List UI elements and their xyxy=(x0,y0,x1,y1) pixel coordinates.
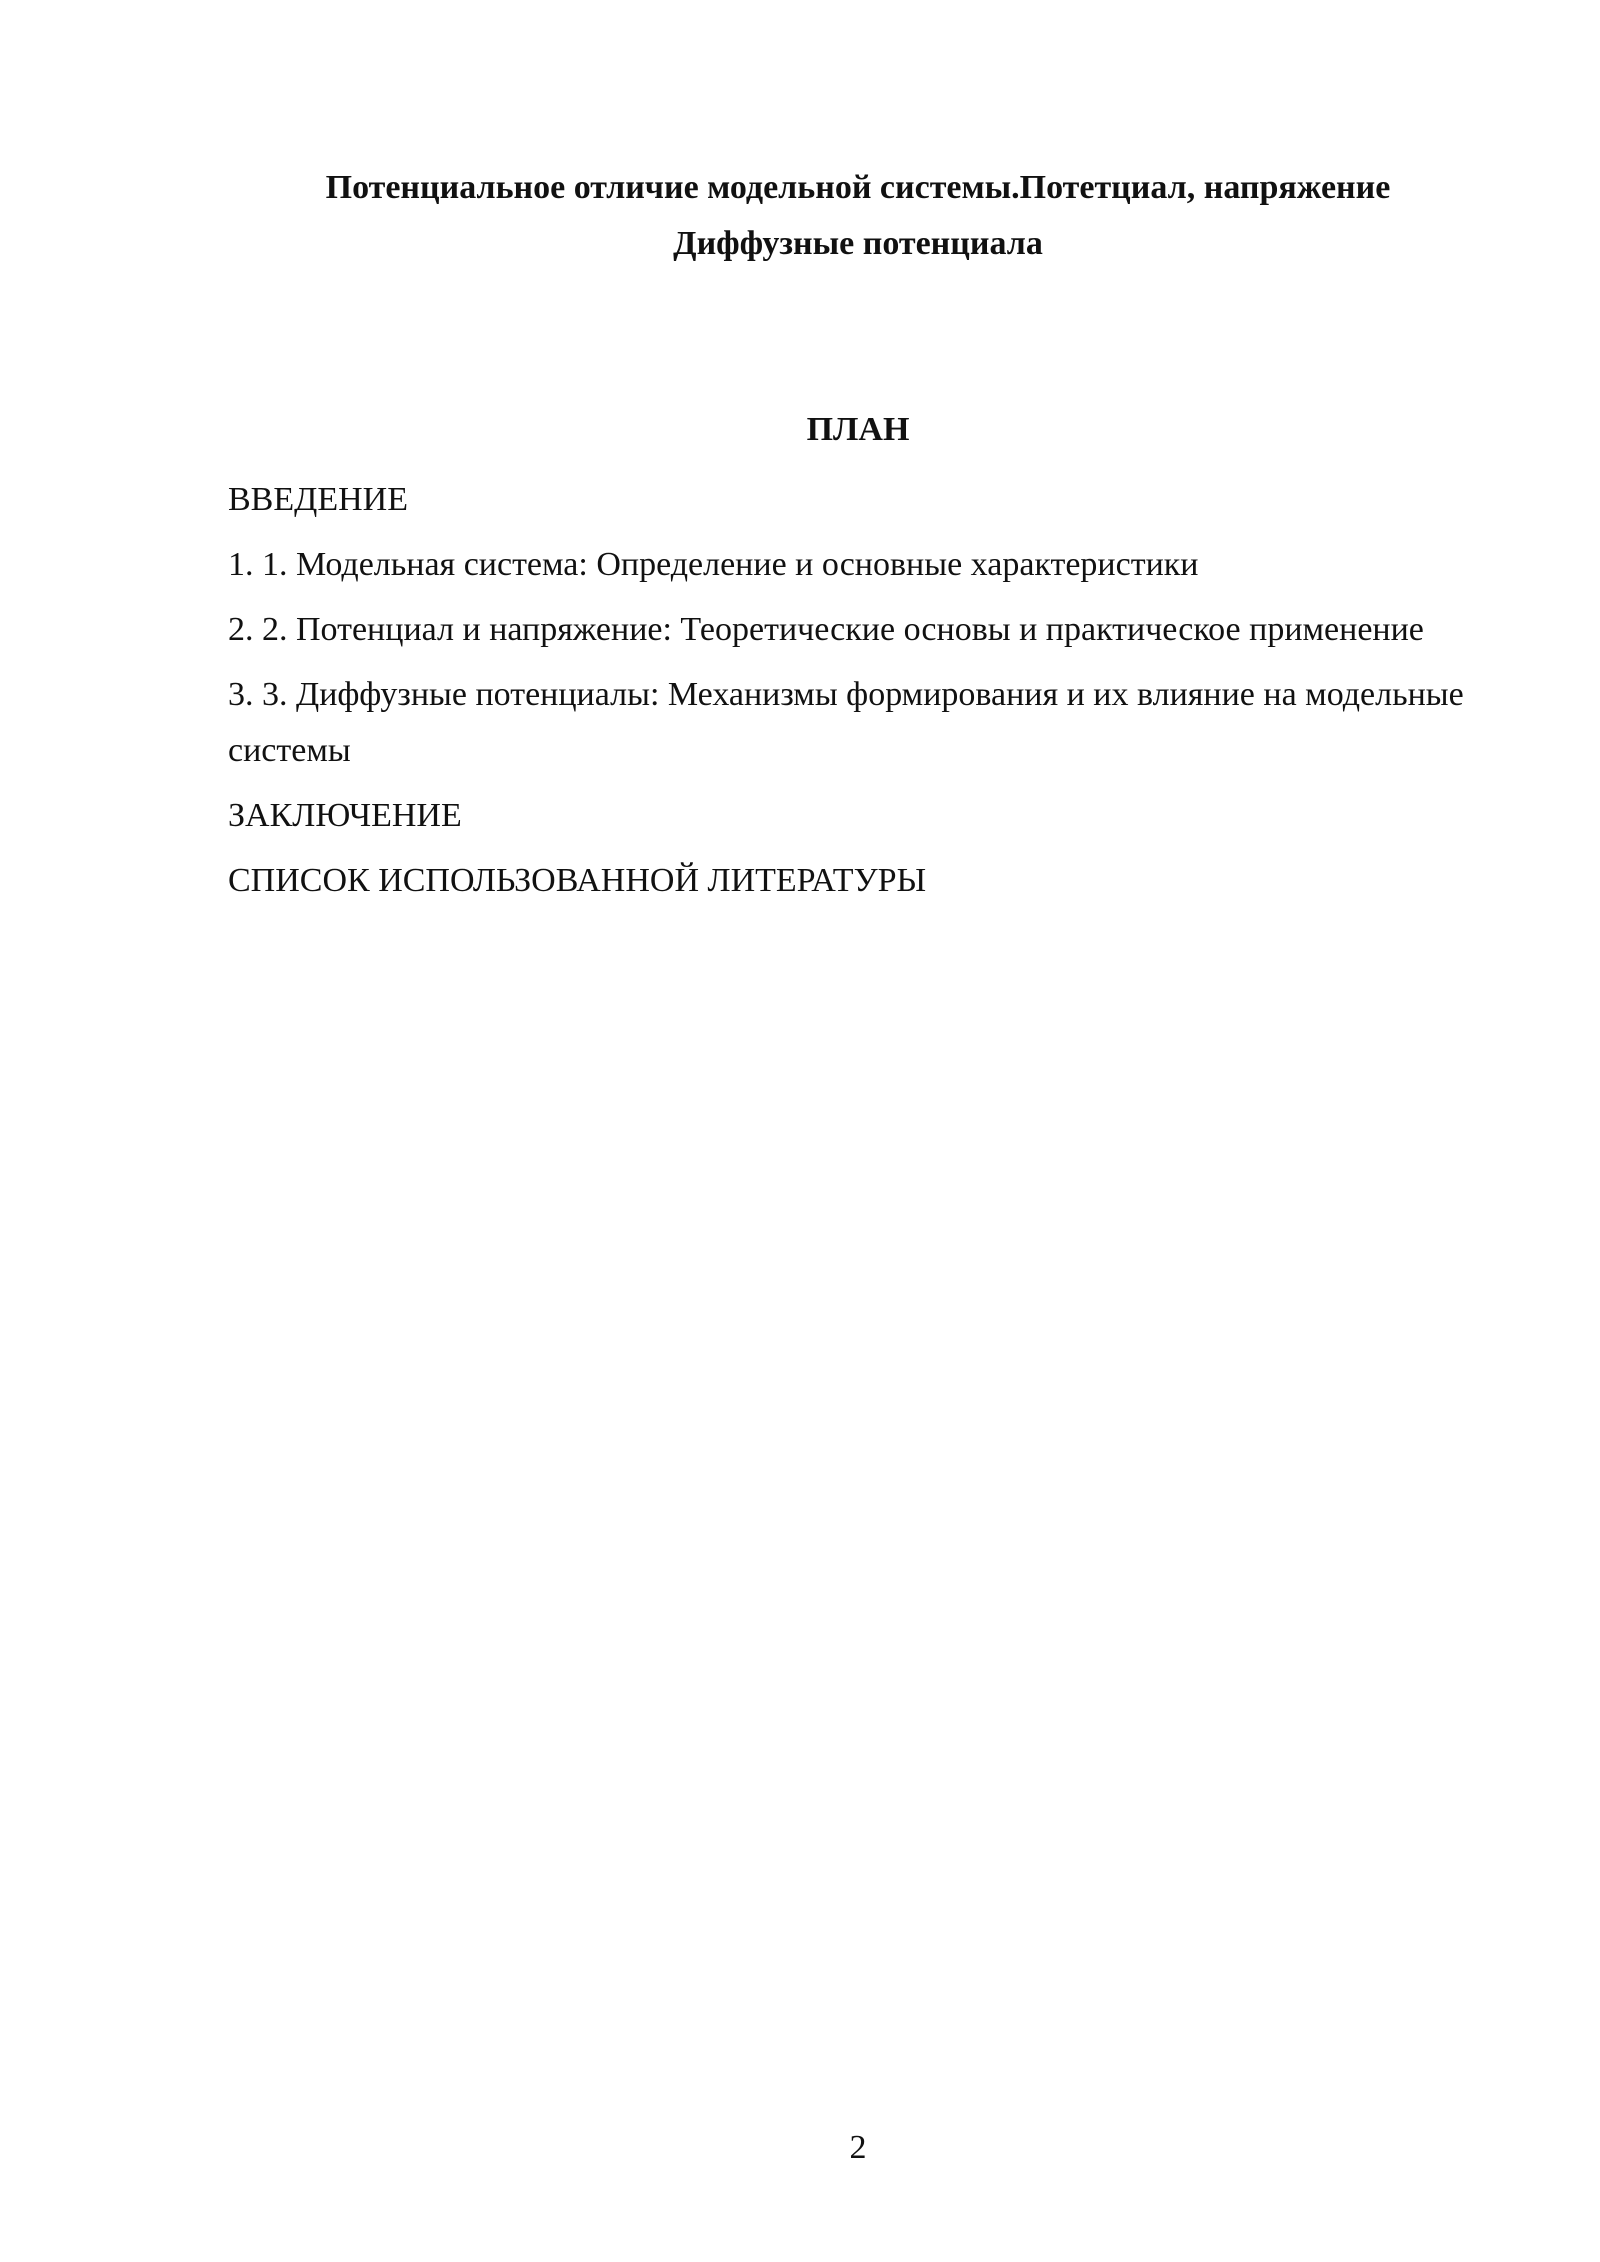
toc-item-diffuse-potentials: 3. 3. Диффузные потенциалы: Механизмы формирования и их влияние на модельные системы xyxy=(228,676,1464,769)
toc-item-references: СПИСОК ИСПОЛЬЗОВАННОЙ ЛИТЕРАТУРЫ xyxy=(228,862,927,899)
table-of-contents xyxy=(228,472,1490,918)
page-number: 2 xyxy=(849,2129,867,2166)
toc-item-introduction: ВВЕДЕНИЕ xyxy=(228,481,408,518)
title-line-1: Потенциальное отличие модельной системы.Потетциал, напряжение xyxy=(325,169,1391,206)
title-line-2: Диффузные потенциала xyxy=(673,225,1043,262)
toc-item-model-system: 1. 1. Модельная система: Определение и основные характеристики xyxy=(228,546,1199,583)
toc-item-conclusion: ЗАКЛЮЧЕНИЕ xyxy=(228,797,462,834)
toc-item-potential-voltage: 2. 2. Потенциал и напряжение: Теоретические основы и практическое применение xyxy=(228,611,1424,648)
plan-heading: ПЛАН xyxy=(806,411,910,448)
document-title xyxy=(228,160,1488,272)
